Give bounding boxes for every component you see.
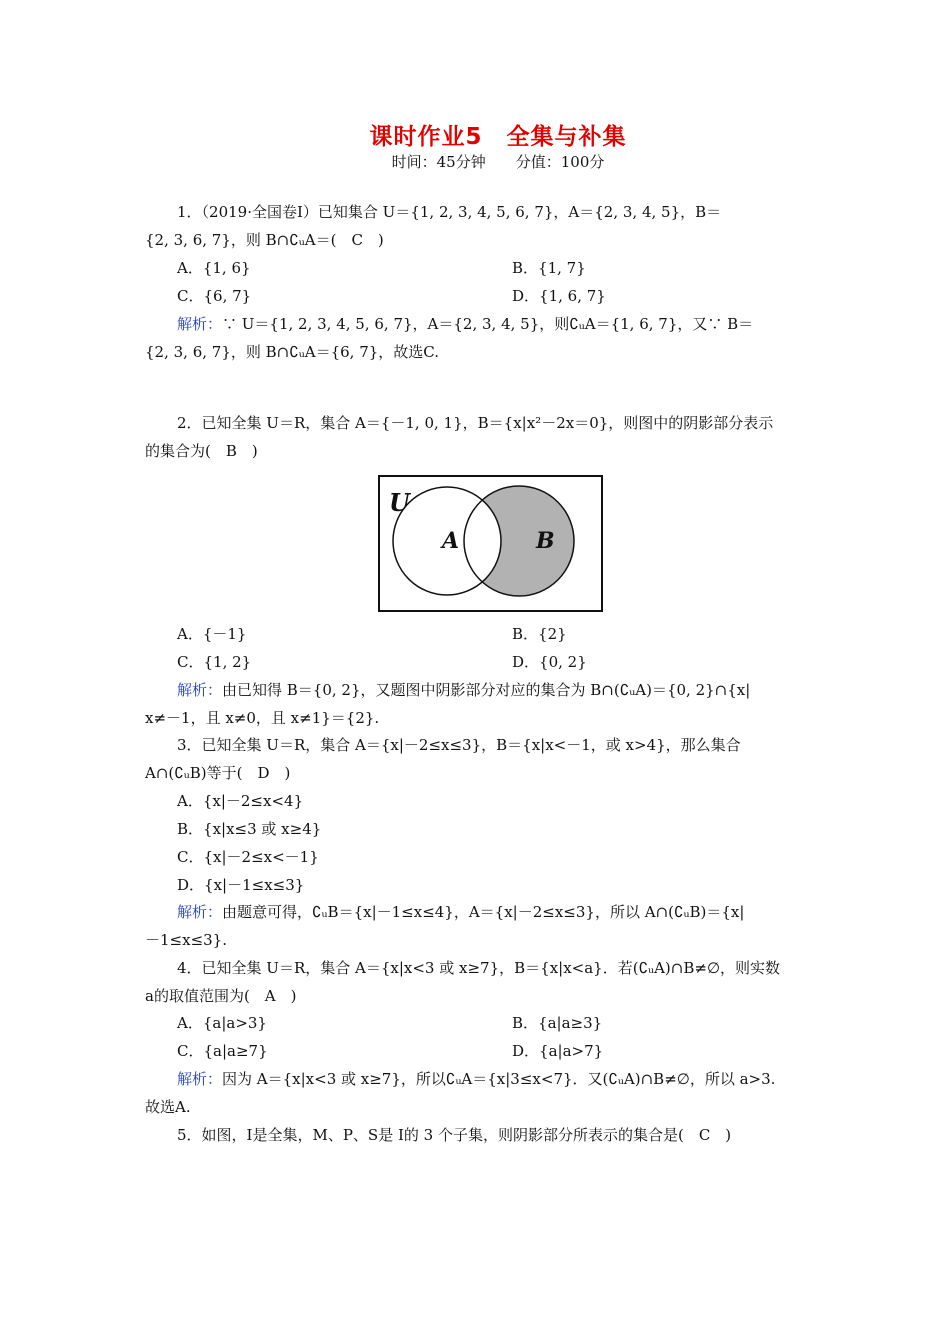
q5-stem-line1: 5．如图，I是全集，M、P、S是 I的 3 个子集，则阴影部分所表示的集合是( C )	[177, 1126, 732, 1144]
q4-option-d: D．{a|a>7}	[512, 1042, 604, 1060]
q1-solution-text: ∵ U＝{1, 2, 3, 4, 5, 6, 7}，A＝{2, 3, 4, 5}，则∁ᵤA＝{1, 6, 7}，又∵ B＝	[222, 315, 754, 333]
solution-label: 解析：	[177, 903, 223, 921]
solution-label: 解析：	[177, 681, 223, 699]
q4-solution-line1	[177, 1069, 775, 1089]
q2-solution-line2: x≠－1，且 x≠0，且 x≠1}＝{2}.	[145, 709, 380, 727]
q3-stem-line1: 3．已知全集 U＝R，集合 A＝{x|－2≤x≤3}，B＝{x|x<－1，或 x>4}，那么集合	[177, 736, 741, 754]
q2-option-b: B．{2}	[512, 625, 567, 643]
q4-solution-line2: 故选A.	[145, 1098, 191, 1116]
q1-option-a: A．{1, 6}	[177, 259, 251, 277]
universe-label: U	[389, 488, 410, 517]
q2-option-a: A．{－1}	[177, 625, 247, 643]
q1-stem-line2: {2, 3, 6, 7}，则 B∩∁ᵤA＝( C )	[145, 231, 384, 249]
set-a-label: A	[442, 528, 460, 554]
q1-solution-line2: {2, 3, 6, 7}，则 B∩∁ᵤA＝{6, 7}，故选C.	[145, 343, 440, 361]
q1-stem-line1: 1．（2019·全国卷Ⅰ）已知集合 U＝{1, 2, 3, 4, 5, 6, 7}，A＝{2, 3, 4, 5}，B＝	[177, 203, 722, 221]
q3-solution-line1	[177, 902, 744, 922]
q1-option-b: B．{1, 7}	[512, 259, 586, 277]
q3-option-c: C．{x|－2≤x<－1}	[177, 848, 319, 866]
q4-option-c: C．{a|a≥7}	[177, 1042, 268, 1060]
q4-option-a: A．{a|a>3}	[177, 1014, 267, 1032]
q2-option-c: C．{1, 2}	[177, 653, 252, 671]
q3-stem-line2: A∩(∁ᵤB)等于( D )	[145, 764, 291, 782]
solution-label: 解析：	[177, 315, 223, 333]
q4-stem-line2: a的取值范围为( A )	[145, 987, 297, 1005]
set-b-label: B	[536, 528, 555, 554]
q2-solution-line1	[177, 680, 750, 700]
q3-option-b: B．{x|x≤3 或 x≥4}	[177, 820, 322, 838]
page-title: 课时作业5 全集与补集	[369, 124, 627, 150]
q2-solution-text: 由已知得 B＝{0, 2}，又题图中阴影部分对应的集合为 B∩(∁ᵤA)＝{0, 2}∩{x|	[222, 681, 751, 699]
solution-label: 解析：	[177, 1070, 223, 1088]
q4-option-b: B．{a|a≥3}	[512, 1014, 603, 1032]
q2-stem-line2: 的集合为( B )	[145, 442, 258, 460]
q4-solution-text: 因为 A＝{x|x<3 或 x≥7}，所以∁ᵤA＝{x|3≤x<7}．又(∁ᵤA)∩B≠∅，所以 a>3.	[222, 1070, 776, 1088]
q1-solution-line1	[177, 314, 753, 334]
q2-stem-line1: 2．已知全集 U＝R，集合 A＝{－1, 0, 1}，B＝{x|x²－2x＝0}，则图中的阴影部分表示	[177, 414, 774, 432]
q1-option-c: C．{6, 7}	[177, 287, 252, 305]
q2-option-d: D．{0, 2}	[512, 653, 587, 671]
q3-solution-text: 由题意可得，∁ᵤB＝{x|－1≤x≤4}，A＝{x|－2≤x≤3}，所以 A∩(∁ᵤB)＝{x|	[222, 903, 745, 921]
q3-option-d: D．{x|－1≤x≤3}	[177, 876, 305, 894]
q1-option-d: D．{1, 6, 7}	[512, 287, 606, 305]
page-subtitle: 时间：45分钟 分值：100分	[391, 153, 605, 171]
q3-option-a: A．{x|－2≤x<4}	[177, 792, 304, 810]
q4-stem-line1: 4．已知全集 U＝R，集合 A＝{x|x<3 或 x≥7}，B＝{x|x<a}．若(∁ᵤA)∩B≠∅，则实数	[177, 959, 781, 977]
venn-diagram	[378, 475, 604, 613]
q3-solution-line2: －1≤x≤3}.	[145, 931, 227, 949]
